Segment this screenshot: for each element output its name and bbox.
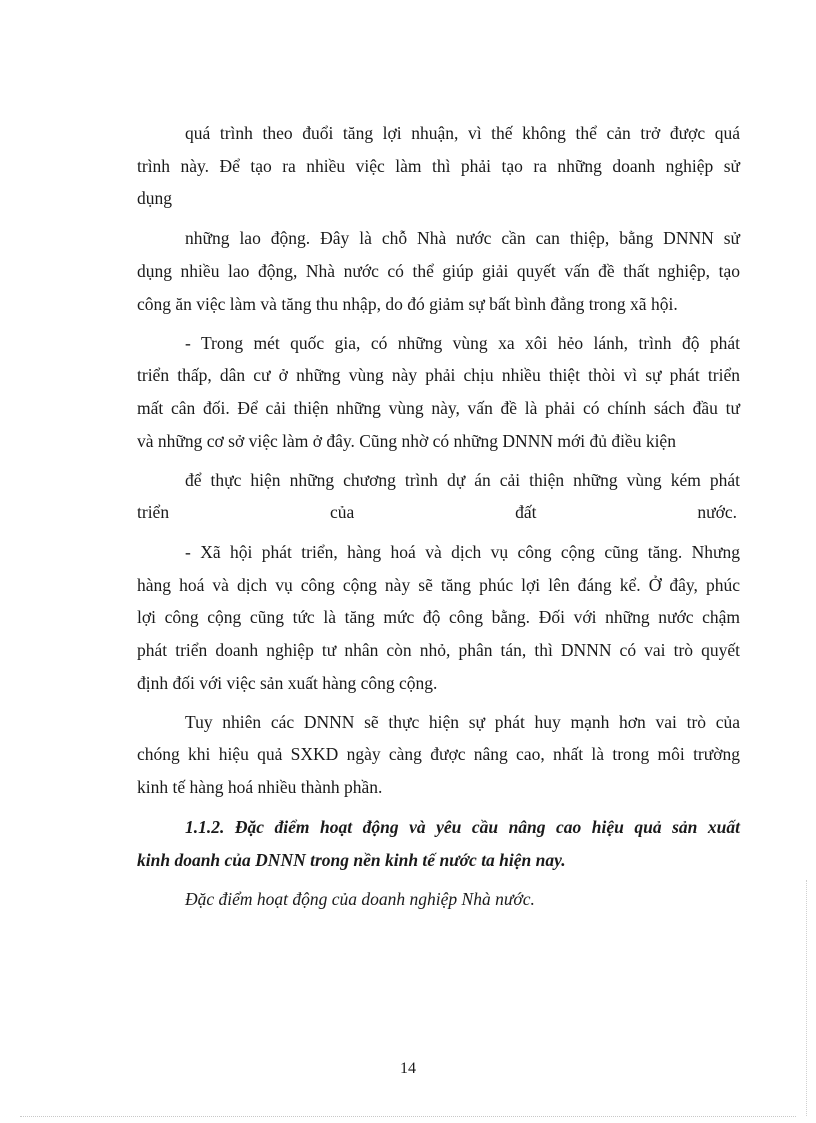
body-text-line: mất cân đối. Để cải thiện những vùng này, vấn đề là phải có chính sách đầu tư: [137, 398, 740, 418]
body-text-line: - Xã hội phát triển, hàng hoá và dịch vụ công cộng cũng tăng. Nhưng: [185, 542, 740, 562]
subheading: Đặc điểm hoạt động của doanh nghiệp Nhà nước.: [185, 889, 535, 909]
body-text-line: chóng khi hiệu quả SXKD ngày càng được nâng cao, nhất là trong môi trường: [137, 744, 740, 764]
body-text-line: những lao động. Đây là chỗ Nhà nước cần can thiệp, bằng DNNN sử: [185, 228, 740, 248]
section-heading: 1.1.2. Đặc điểm hoạt động và yêu cầu nâng cao hiệu quả sản xuất: [185, 817, 740, 837]
body-text-line: hàng hoá và dịch vụ công cộng này sẽ tăng phúc lợi lên đáng kể. Ở đây, phúc: [137, 575, 740, 595]
body-text-line: quá trình theo đuổi tăng lợi nhuận, vì thế không thể cản trở được quá: [185, 123, 740, 143]
page-number: 14: [400, 1060, 416, 1077]
body-text-line: dụng: [137, 188, 172, 208]
body-text-line: định đối với việc sản xuất hàng công cộng.: [137, 673, 438, 693]
body-text-line: - Trong mét quốc gia, có những vùng xa xôi hẻo lánh, trình độ phát: [185, 333, 740, 353]
body-text-line: công ăn việc làm và tăng thu nhập, do đó giảm sự bất bình đẳng trong xã hội.: [137, 294, 678, 314]
body-text-line: triển của đất nước.: [137, 502, 737, 522]
body-text-line: lợi công cộng cũng tức là tăng mức độ công bằng. Đối với những nước chậm: [137, 607, 740, 627]
page-edge-rule: [806, 880, 807, 1116]
page-bottom-rule: [20, 1116, 796, 1117]
body-text-line: và những cơ sở việc làm ở đây. Cũng nhờ có những DNNN mới đủ điều kiện: [137, 431, 676, 451]
body-text-line: trình này. Để tạo ra nhiều việc làm thì phải tạo ra những doanh nghiệp sử: [137, 156, 740, 176]
section-heading-continued: kinh doanh của DNNN trong nền kinh tế nước ta hiện nay.: [137, 850, 566, 870]
body-text-line: để thực hiện những chương trình dự án cải thiện những vùng kém phát: [185, 470, 740, 490]
body-text-line: triển thấp, dân cư ở những vùng này phải chịu nhiều thiệt thòi vì sự phát triển: [137, 365, 740, 385]
body-text-line: dụng nhiều lao động, Nhà nước có thể giúp giải quyết vấn đề thất nghiệp, tạo: [137, 261, 740, 281]
body-text-line: Tuy nhiên các DNNN sẽ thực hiện sự phát huy mạnh hơn vai trò của: [185, 712, 740, 732]
body-text-line: kinh tế hàng hoá nhiều thành phần.: [137, 777, 383, 797]
body-text-line: phát triển doanh nghiệp tư nhân còn nhỏ, phân tán, thì DNNN có vai trò quyết: [137, 640, 740, 660]
